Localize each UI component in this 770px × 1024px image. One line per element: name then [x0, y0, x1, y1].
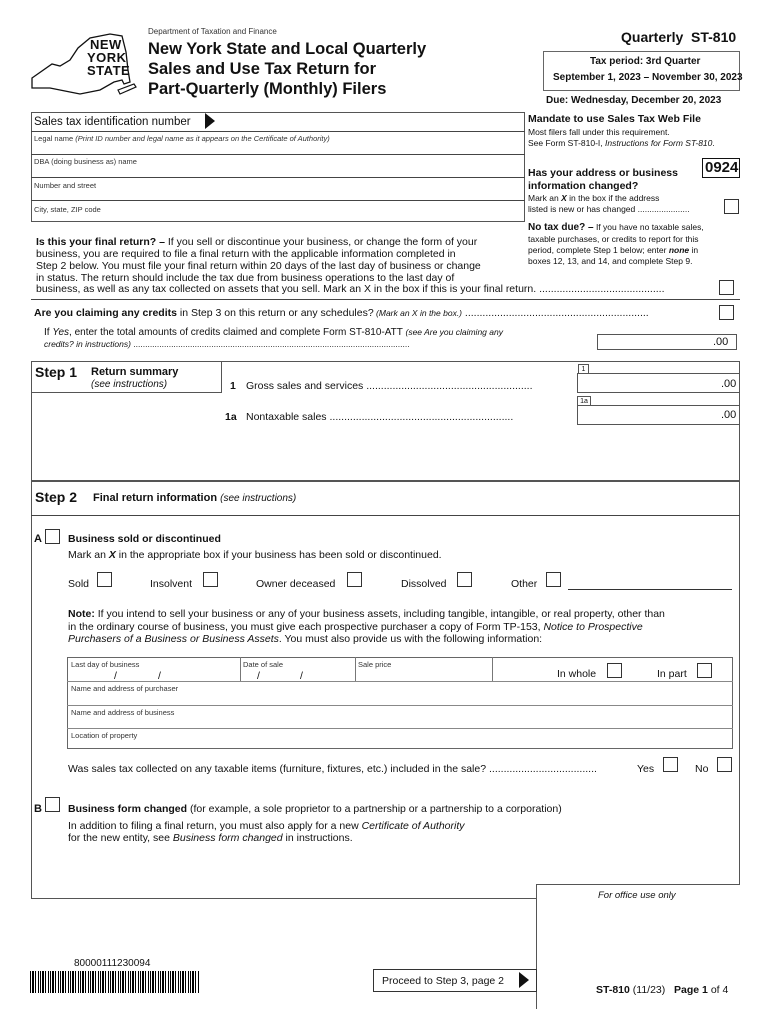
divider [31, 154, 525, 155]
mandate-line-2: See Form ST-810-I, Instructions for Form ST-810. [528, 138, 715, 148]
address-change-title-2: information changed? [528, 180, 639, 192]
line-1a-number: 1a [225, 411, 237, 423]
business-address-label: Name and address of business [71, 708, 175, 717]
no-tax-due-line-3: period, complete Step 1 below; enter none in [528, 245, 699, 255]
location-input[interactable] [68, 740, 732, 748]
last-day-sep-1: / [114, 670, 117, 682]
no-tax-due-line-1: No tax due? – If you have no taxable sales, [528, 222, 704, 233]
barcode-image [30, 971, 200, 993]
other-description-line[interactable] [568, 589, 732, 590]
final-return-line-1: Is this your final return? – If you sell or discontinue your business, or change the form of your [36, 236, 478, 248]
address-change-title-1: Has your address or business [528, 167, 678, 179]
legal-name-label: Legal name (Print ID number and legal name as it appears on the Certificate of Authority) [34, 134, 330, 143]
street-label: Number and street [34, 181, 97, 190]
form-title-line-1: New York State and Local Quarterly [148, 40, 427, 58]
form-title-line-3: Part-Quarterly (Monthly) Filers [148, 80, 387, 98]
divider [31, 200, 525, 201]
final-return-line-2: business, you are required to file a final return with the applicable information completed in [36, 248, 456, 260]
note-line-3: Purchasers of a Business or Business Assets. You must also provide us with the following information: [68, 633, 543, 645]
in-whole-label: In whole [557, 668, 597, 680]
location-label: Location of property [71, 731, 138, 740]
dba-input[interactable] [32, 166, 524, 176]
line-1a-label: Nontaxable sales ............................................................... [246, 411, 514, 423]
no-tax-due-line-4: boxes 12, 13, and 14, and complete Step 9. [528, 256, 693, 266]
in-whole-checkbox[interactable] [607, 663, 622, 678]
option-insolvent-checkbox[interactable] [203, 572, 218, 587]
credits-if-yes-line-1: If Yes, enter the total amounts of credits claimed and complete Form ST-810-ATT (see Are you claiming any [44, 327, 503, 338]
sale-price-input[interactable] [356, 668, 491, 680]
divider [31, 515, 740, 516]
purchaser-label: Name and address of purchaser [71, 684, 179, 693]
line-1a-box-number: 1a [577, 396, 591, 406]
credits-if-yes-line-2: credits? in instructions) ..................................................................................................................... [44, 339, 410, 349]
sales-tax-id-label: Sales tax identification number [34, 116, 191, 128]
dba-label: DBA (doing business as) name [34, 157, 137, 166]
barcode-number: 80000111230094 [74, 958, 151, 969]
divider [67, 705, 733, 706]
last-day-label: Last day of business [71, 660, 140, 669]
divider [67, 728, 733, 729]
in-part-checkbox[interactable] [697, 663, 712, 678]
arrow-right-icon [205, 113, 215, 129]
logo-line-2: YORK [87, 50, 127, 65]
last-day-input[interactable] [68, 668, 239, 680]
tax-period-line-2: September 1, 2023 – November 30, 2023 [553, 72, 743, 83]
collected-yes-checkbox[interactable] [663, 757, 678, 772]
line-1a-amount-field[interactable] [577, 405, 740, 425]
step2-subtitle: Final return information (see instructions) [93, 492, 297, 504]
line-1-box-number: 1 [578, 364, 589, 374]
section-b-letter: B [34, 803, 42, 815]
step2-title: Step 2 [35, 489, 78, 505]
option-deceased-checkbox[interactable] [347, 572, 362, 587]
section-a-title: Business sold or discontinued [68, 533, 221, 545]
mandate-title: Mandate to use Sales Tax Web File [528, 113, 701, 125]
divider [67, 681, 733, 682]
due-date: Due: Wednesday, December 20, 2023 [546, 95, 722, 106]
option-deceased-label: Owner deceased [256, 578, 336, 590]
sale-date-sep-2: / [300, 670, 303, 682]
final-return-line-3: Step 2 below. You must file your final return within 20 days of the last day of business or change [36, 260, 481, 272]
mandate-line-1: Most filers fall under this requirement. [528, 127, 670, 137]
section-b-line-2: for the new entity, see Business form changed in instructions. [68, 832, 353, 844]
section-b-checkbox[interactable] [45, 797, 60, 812]
line-1a-amount: .00 [721, 409, 737, 421]
form-code: 0924 [705, 159, 739, 176]
note-line-2: in the ordinary course of business, you must give each prospective purchaser a copy of Form TP-153, Notice to Prospective [68, 621, 643, 633]
option-sold-label: Sold [68, 578, 90, 590]
city-label: City, state, ZIP code [34, 205, 101, 214]
in-part-label: In part [657, 668, 687, 680]
section-b-title: Business form changed (for example, a sole proprietor to a partnership or a partnership to a corporation) [68, 803, 562, 815]
tax-period-line-1: Tax period: 3rd Quarter [590, 56, 701, 67]
credits-checkbox[interactable] [719, 305, 734, 320]
address-change-line-1: Mark an X in the box if the address [528, 193, 660, 203]
sale-date-sep-1: / [257, 670, 260, 682]
form-label: Quarterly [621, 29, 684, 45]
page-footer: ST-810 (11/23) Page 1 of 4 [596, 984, 729, 996]
address-change-line-2: listed is new or has changed ...................... [528, 204, 690, 214]
note-line-1: Note: If you intend to sell your business or any of your business assets, including tangible, intangible, or real property, other than [68, 608, 665, 620]
final-return-checkbox[interactable] [719, 280, 734, 295]
legal-name-input[interactable] [32, 143, 524, 153]
form-title-line-2: Sales and Use Tax Return for [148, 60, 377, 78]
credits-question: Are you claiming any credits in Step 3 on this return or any schedules? (Mark an X in the box.) ............................................................... [34, 307, 649, 319]
street-input[interactable] [32, 190, 524, 200]
line-1-amount: .00 [721, 378, 737, 390]
option-dissolved-checkbox[interactable] [457, 572, 472, 587]
section-b-line-1: In addition to filing a final return, you must also apply for a new Certificate of Authority [68, 820, 465, 832]
option-insolvent-label: Insolvent [150, 578, 193, 590]
divider [492, 657, 493, 681]
section-a-checkbox[interactable] [45, 529, 60, 544]
final-return-line-4: in status. The return should include the tax due from business operations to the last day of [36, 272, 455, 284]
line-1-label: Gross sales and services ......................................................... [246, 380, 533, 392]
purchaser-input[interactable] [68, 693, 732, 704]
no-tax-due-line-2: taxable purchases, or credits to report for this [528, 234, 699, 244]
business-address-input[interactable] [68, 717, 732, 727]
logo-line-1: NEW [90, 37, 122, 52]
credits-amount: .00 [713, 336, 729, 348]
department-name: Department of Taxation and Finance [148, 27, 277, 36]
arrow-right-icon [519, 972, 529, 988]
line-1-amount-field[interactable] [577, 373, 740, 393]
logo-line-3: STATE [87, 63, 131, 78]
collected-no-checkbox[interactable] [717, 757, 732, 772]
last-day-sep-2: / [158, 670, 161, 682]
proceed-text: Proceed to Step 3, page 2 [382, 975, 505, 987]
divider [31, 299, 740, 300]
option-other-checkbox[interactable] [546, 572, 561, 587]
city-input[interactable] [32, 213, 524, 221]
step1-title: Step 1 [35, 364, 78, 380]
step1-subtitle: Return summary [91, 366, 179, 378]
divider [31, 131, 525, 132]
section-a-letter: A [34, 533, 42, 545]
section-a-instruction: Mark an X in the appropriate box if your business has been sold or discontinued. [68, 549, 442, 561]
office-use-label: For office use only [598, 890, 676, 901]
option-sold-checkbox[interactable] [97, 572, 112, 587]
sales-tax-collected-question: Was sales tax collected on any taxable items (furniture, fixtures, etc.) included in the sale? ..................................... [68, 763, 597, 775]
collected-no-label: No [695, 763, 709, 775]
date-of-sale-input[interactable] [241, 668, 354, 680]
option-other-label: Other [511, 578, 538, 590]
line-1-number: 1 [230, 380, 236, 392]
address-changed-checkbox[interactable] [724, 199, 739, 214]
step1-label-box [31, 361, 222, 393]
step1-see-instructions: (see instructions) [91, 379, 168, 390]
final-return-line-5: business, as well as any tax collected on assets that you sell. Mark an X in the box if this is your final return. ........................................... [36, 283, 665, 295]
form-number: ST-810 [691, 29, 737, 45]
date-of-sale-label: Date of sale [243, 660, 284, 669]
collected-yes-label: Yes [637, 763, 655, 775]
option-dissolved-label: Dissolved [401, 578, 447, 590]
sales-tax-id-input[interactable] [222, 113, 524, 131]
sale-price-label: Sale price [358, 660, 392, 669]
divider [31, 177, 525, 178]
